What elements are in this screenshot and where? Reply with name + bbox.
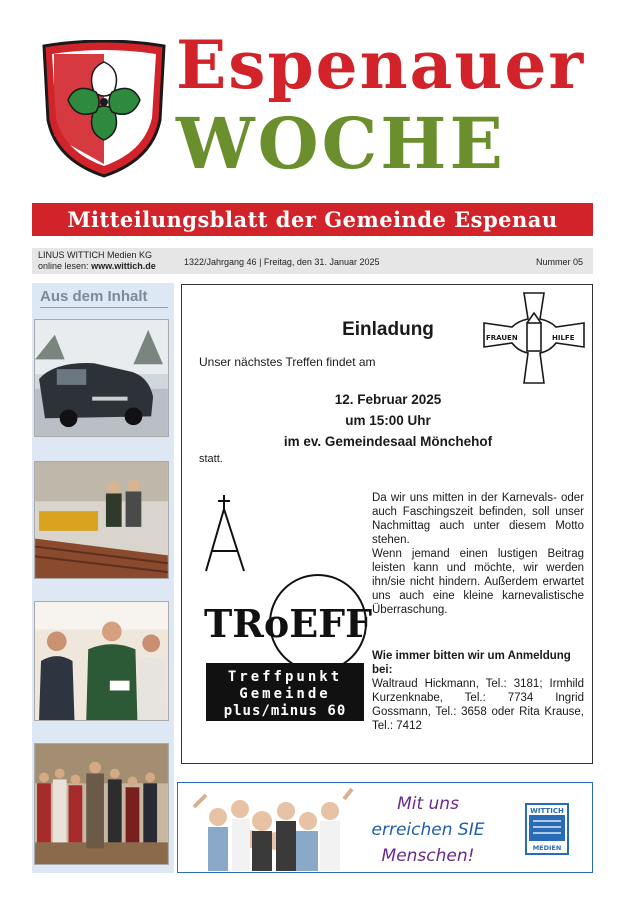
ad-line-3: Menschen!	[381, 846, 475, 866]
publisher-name: LINUS WITTICH Medien KG	[38, 250, 153, 260]
publisher-box	[38, 250, 178, 272]
ad-people-image	[188, 787, 356, 871]
invitation-heading: Einladung	[342, 319, 434, 340]
masthead-subtitle-banner: Mitteilungsblatt der Gemeinde Espenau	[32, 203, 593, 236]
invitation-intro: Unser nächstes Treffen findet am	[199, 355, 376, 369]
issue-date-info: 1322/Jahrgang 46 | Freitag, den 31. Januar 2025	[184, 257, 380, 267]
online-url-link[interactable]: www.wittich.de	[91, 261, 156, 271]
photo-car-accident[interactable]	[34, 319, 169, 437]
treffpunkt-logo	[202, 491, 372, 723]
photo-carnival-group[interactable]	[34, 743, 169, 865]
masthead-title-line2: WOCHE	[176, 102, 506, 185]
photo-people-handover[interactable]	[34, 601, 169, 721]
masthead-title-line1: Espenauer	[176, 26, 586, 104]
invitation-body	[372, 491, 584, 617]
invitation-notice	[181, 284, 593, 764]
statt-text: statt.	[199, 453, 223, 465]
issue-number: Nummer 05	[535, 257, 583, 267]
treff-line-3: plus/minus 60	[223, 703, 347, 719]
body-paragraph-2: Wenn jemand einen lustigen Beitrag leisten kann und möchte, wir werden ihn/sie nicht hindern. Außerdem erwartet uns auch eine kleine karnevalistische Überraschung.	[372, 548, 584, 616]
ad-line-2: erreichen SIE	[371, 820, 485, 840]
ad-line-1: Mit uns	[397, 794, 459, 814]
logo-medien-text: MEDIEN	[532, 844, 562, 852]
registration-contacts: Waltraud Hickmann, Tel.: 3181; Irmhild Kurzenknabe, Tel.: 7734 Ingrid Gossmann, Tel.: 3658 oder Rita Krause, Tel.: 7412	[372, 678, 584, 732]
online-read-line	[38, 261, 178, 272]
logo-hilfe-text: HILFE	[552, 334, 575, 342]
issue-info-bar	[32, 248, 593, 274]
body-paragraph-1: Da wir uns mitten in der Karnevals- oder auch Faschingszeit befinden, soll unser Nachmittag auch unter diesem Motto stehen.	[372, 492, 584, 546]
event-time: um 15:00 Uhr	[345, 413, 431, 428]
treff-line-2: Gemeinde	[239, 686, 331, 702]
wittich-medien-logo	[525, 803, 569, 855]
registration-heading: Wie immer bitten wir um Anmeldung bei:	[372, 650, 571, 676]
event-place: im ev. Gemeindesaal Mönchehof	[283, 434, 493, 449]
wittich-advertisement[interactable]	[177, 782, 593, 873]
photo-men-in-hall[interactable]	[34, 461, 169, 579]
treff-line-1: Treffpunkt	[227, 669, 343, 685]
espenau-crest-logo	[40, 40, 168, 180]
logo-frauen-text: FRAUEN	[486, 334, 518, 342]
online-prefix: online lesen:	[38, 261, 89, 271]
ad-slogan	[353, 791, 503, 869]
treff-word: TRoEFF	[204, 601, 372, 646]
event-date: 12. Februar 2025	[334, 392, 442, 407]
sidebar-title: Aus dem Inhalt	[40, 288, 168, 308]
logo-wittich-text: WITTICH	[530, 807, 564, 815]
contents-sidebar	[32, 283, 174, 873]
